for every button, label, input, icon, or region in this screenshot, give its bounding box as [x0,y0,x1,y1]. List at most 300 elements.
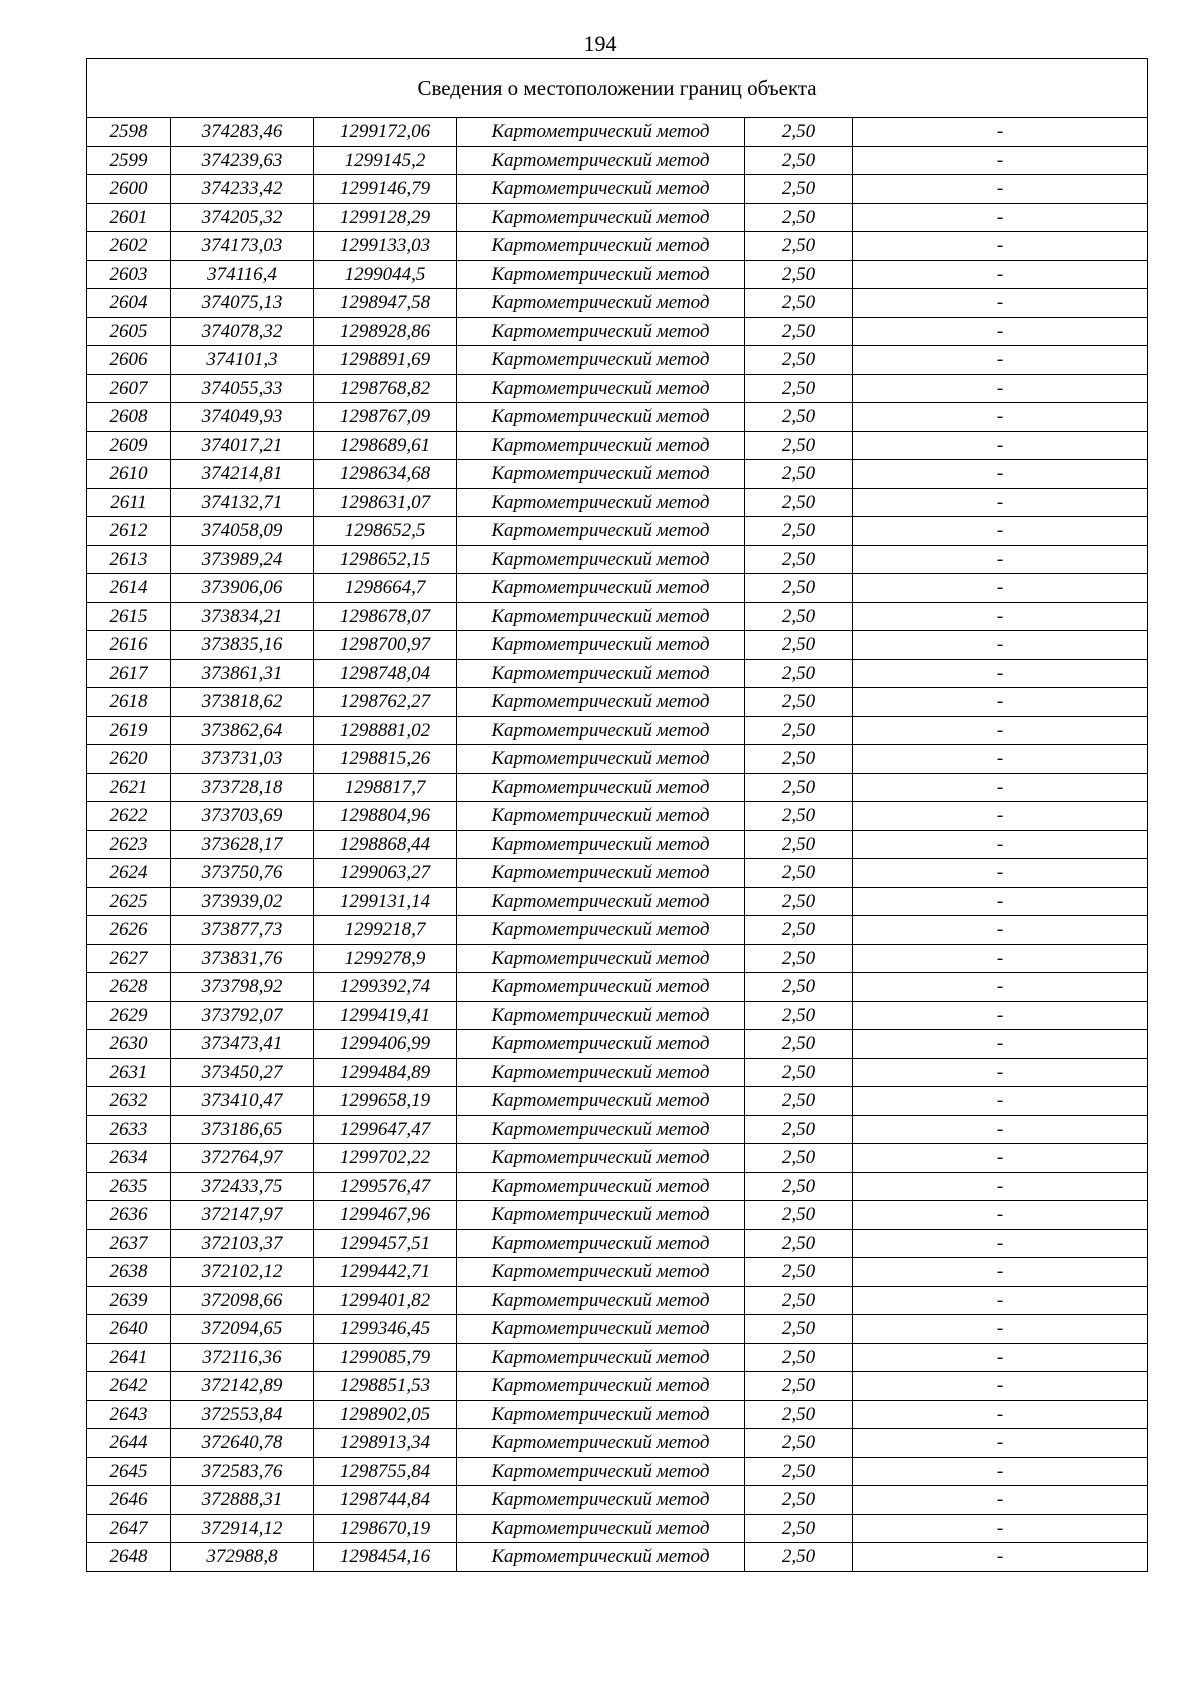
coordinate-x-cell: 372433,75 [171,1172,314,1201]
point-number-cell: 2634 [87,1144,171,1173]
table-row [87,1001,1148,1030]
point-number-cell: 2601 [87,203,171,232]
method-cell: Картометрический метод [457,859,745,888]
point-number-cell: 2600 [87,175,171,204]
point-number-cell: 2638 [87,1258,171,1287]
coordinate-y-cell: 1299131,14 [314,887,457,916]
note-cell: - [853,1001,1148,1030]
table-row [87,1030,1148,1059]
method-cell: Картометрический метод [457,1258,745,1287]
coordinate-x-cell: 372553,84 [171,1400,314,1429]
coordinate-x-cell: 374075,13 [171,289,314,318]
precision-cell: 2,50 [745,146,853,175]
note-cell: - [853,175,1148,204]
coordinate-x-cell: 373939,02 [171,887,314,916]
table-row [87,716,1148,745]
point-number-cell: 2624 [87,859,171,888]
precision-cell: 2,50 [745,716,853,745]
table-row [87,1229,1148,1258]
note-cell: - [853,1058,1148,1087]
point-number-cell: 2606 [87,346,171,375]
method-cell: Картометрический метод [457,1001,745,1030]
coordinate-x-cell: 372583,76 [171,1457,314,1486]
coordinate-x-cell: 372640,78 [171,1429,314,1458]
note-cell: - [853,203,1148,232]
note-cell: - [853,1457,1148,1486]
precision-cell: 2,50 [745,916,853,945]
table-title-row [87,59,1148,118]
precision-cell: 2,50 [745,1543,853,1572]
point-number-cell: 2623 [87,830,171,859]
method-cell: Картометрический метод [457,289,745,318]
coordinate-x-cell: 372102,12 [171,1258,314,1287]
coordinate-y-cell: 1298815,26 [314,745,457,774]
point-number-cell: 2612 [87,517,171,546]
precision-cell: 2,50 [745,659,853,688]
method-cell: Картометрический метод [457,1286,745,1315]
note-cell: - [853,1514,1148,1543]
precision-cell: 2,50 [745,1372,853,1401]
table-row [87,1400,1148,1429]
point-number-cell: 2625 [87,887,171,916]
point-number-cell: 2622 [87,802,171,831]
precision-cell: 2,50 [745,289,853,318]
note-cell: - [853,1172,1148,1201]
note-cell: - [853,659,1148,688]
coordinate-x-cell: 373906,06 [171,574,314,603]
point-number-cell: 2627 [87,944,171,973]
method-cell: Картометрический метод [457,317,745,346]
coordinate-x-cell: 372142,89 [171,1372,314,1401]
coordinate-y-cell: 1299658,19 [314,1087,457,1116]
point-number-cell: 2621 [87,773,171,802]
method-cell: Картометрический метод [457,1030,745,1059]
precision-cell: 2,50 [745,830,853,859]
precision-cell: 2,50 [745,517,853,546]
table-row [87,289,1148,318]
coordinate-y-cell: 1298881,02 [314,716,457,745]
note-cell: - [853,1286,1148,1315]
note-cell: - [853,374,1148,403]
table-row [87,1343,1148,1372]
point-number-cell: 2607 [87,374,171,403]
precision-cell: 2,50 [745,1486,853,1515]
coordinate-y-cell: 1298744,84 [314,1486,457,1515]
table-row [87,403,1148,432]
coordinate-x-cell: 373473,41 [171,1030,314,1059]
table-row [87,574,1148,603]
precision-cell: 2,50 [745,1030,853,1059]
precision-cell: 2,50 [745,745,853,774]
note-cell: - [853,1087,1148,1116]
coordinate-y-cell: 1299419,41 [314,1001,457,1030]
note-cell: - [853,460,1148,489]
point-number-cell: 2602 [87,232,171,261]
coordinate-y-cell: 1299146,79 [314,175,457,204]
precision-cell: 2,50 [745,118,853,147]
method-cell: Картометрический метод [457,631,745,660]
precision-cell: 2,50 [745,232,853,261]
coordinate-y-cell: 1298670,19 [314,1514,457,1543]
point-number-cell: 2598 [87,118,171,147]
coordinate-y-cell: 1298634,68 [314,460,457,489]
point-number-cell: 2629 [87,1001,171,1030]
precision-cell: 2,50 [745,203,853,232]
precision-cell: 2,50 [745,403,853,432]
method-cell: Картометрический метод [457,488,745,517]
precision-cell: 2,50 [745,175,853,204]
method-cell: Картометрический метод [457,1514,745,1543]
method-cell: Картометрический метод [457,1315,745,1344]
coordinate-y-cell: 1299442,71 [314,1258,457,1287]
coordinate-y-cell: 1299576,47 [314,1172,457,1201]
note-cell: - [853,346,1148,375]
table-row [87,859,1148,888]
table-row [87,1315,1148,1344]
method-cell: Картометрический метод [457,146,745,175]
coordinate-y-cell: 1298851,53 [314,1372,457,1401]
coordinate-x-cell: 373703,69 [171,802,314,831]
precision-cell: 2,50 [745,346,853,375]
method-cell: Картометрический метод [457,1172,745,1201]
point-number-cell: 2648 [87,1543,171,1572]
note-cell: - [853,1543,1148,1572]
note-cell: - [853,688,1148,717]
coordinate-x-cell: 373750,76 [171,859,314,888]
point-number-cell: 2604 [87,289,171,318]
coordinate-x-cell: 373628,17 [171,830,314,859]
table-row [87,260,1148,289]
note-cell: - [853,1030,1148,1059]
point-number-cell: 2631 [87,1058,171,1087]
table-row [87,1172,1148,1201]
coordinate-x-cell: 373728,18 [171,773,314,802]
point-number-cell: 2615 [87,602,171,631]
point-number-cell: 2632 [87,1087,171,1116]
point-number-cell: 2633 [87,1115,171,1144]
table-row [87,431,1148,460]
method-cell: Картометрический метод [457,745,745,774]
coordinate-x-cell: 374173,03 [171,232,314,261]
point-number-cell: 2636 [87,1201,171,1230]
coordinate-y-cell: 1299647,47 [314,1115,457,1144]
table-row [87,631,1148,660]
note-cell: - [853,1343,1148,1372]
table-row [87,1457,1148,1486]
table-row [87,374,1148,403]
coordinate-y-cell: 1298767,09 [314,403,457,432]
precision-cell: 2,50 [745,1201,853,1230]
coordinate-y-cell: 1298748,04 [314,659,457,688]
method-cell: Картометрический метод [457,659,745,688]
coordinate-y-cell: 1299218,7 [314,916,457,945]
coordinate-x-cell: 372914,12 [171,1514,314,1543]
table-row [87,1372,1148,1401]
coordinate-x-cell: 372888,31 [171,1486,314,1515]
method-cell: Картометрический метод [457,1201,745,1230]
table-title: Сведения о местоположении границ объекта [87,59,1148,118]
coordinate-x-cell: 373792,07 [171,1001,314,1030]
coordinate-x-cell: 374205,32 [171,203,314,232]
note-cell: - [853,118,1148,147]
coordinate-y-cell: 1299278,9 [314,944,457,973]
method-cell: Картометрический метод [457,887,745,916]
coordinate-y-cell: 1299467,96 [314,1201,457,1230]
precision-cell: 2,50 [745,688,853,717]
method-cell: Картометрический метод [457,175,745,204]
note-cell: - [853,1144,1148,1173]
coordinate-y-cell: 1299392,74 [314,973,457,1002]
table-row [87,773,1148,802]
note-cell: - [853,317,1148,346]
precision-cell: 2,50 [745,1343,853,1372]
method-cell: Картометрический метод [457,716,745,745]
note-cell: - [853,1201,1148,1230]
coordinate-y-cell: 1298913,34 [314,1429,457,1458]
table-row [87,1087,1148,1116]
coordinate-y-cell: 1299044,5 [314,260,457,289]
coordinate-y-cell: 1299085,79 [314,1343,457,1372]
table-row [87,146,1148,175]
point-number-cell: 2617 [87,659,171,688]
coordinate-y-cell: 1298868,44 [314,830,457,859]
precision-cell: 2,50 [745,1144,853,1173]
coordinate-y-cell: 1298804,96 [314,802,457,831]
coordinate-y-cell: 1299172,06 [314,118,457,147]
note-cell: - [853,773,1148,802]
coordinate-y-cell: 1298631,07 [314,488,457,517]
coordinate-x-cell: 372094,65 [171,1315,314,1344]
point-number-cell: 2616 [87,631,171,660]
coordinate-x-cell: 374239,63 [171,146,314,175]
method-cell: Картометрический метод [457,1543,745,1572]
precision-cell: 2,50 [745,1315,853,1344]
table-row [87,688,1148,717]
coordinate-y-cell: 1298678,07 [314,602,457,631]
table-row [87,118,1148,147]
table-row [87,802,1148,831]
coordinate-x-cell: 372764,97 [171,1144,314,1173]
note-cell: - [853,488,1148,517]
coordinate-y-cell: 1298768,82 [314,374,457,403]
table-row [87,203,1148,232]
note-cell: - [853,574,1148,603]
coordinate-y-cell: 1298652,5 [314,517,457,546]
table-row [87,1115,1148,1144]
point-number-cell: 2613 [87,545,171,574]
table-row [87,916,1148,945]
method-cell: Картометрический метод [457,830,745,859]
coordinate-y-cell: 1299401,82 [314,1286,457,1315]
method-cell: Картометрический метод [457,973,745,1002]
precision-cell: 2,50 [745,973,853,1002]
note-cell: - [853,887,1148,916]
note-cell: - [853,1315,1148,1344]
point-number-cell: 2645 [87,1457,171,1486]
coordinate-y-cell: 1299702,22 [314,1144,457,1173]
point-number-cell: 2608 [87,403,171,432]
note-cell: - [853,1429,1148,1458]
precision-cell: 2,50 [745,317,853,346]
coordinate-x-cell: 374078,32 [171,317,314,346]
coordinate-x-cell: 373410,47 [171,1087,314,1116]
note-cell: - [853,1115,1148,1144]
table-row [87,1286,1148,1315]
precision-cell: 2,50 [745,602,853,631]
note-cell: - [853,146,1148,175]
point-number-cell: 2603 [87,260,171,289]
coordinate-x-cell: 374233,42 [171,175,314,204]
coordinate-y-cell: 1298755,84 [314,1457,457,1486]
table-row [87,517,1148,546]
table-row [87,232,1148,261]
method-cell: Картометрический метод [457,118,745,147]
method-cell: Картометрический метод [457,1457,745,1486]
table-row [87,346,1148,375]
method-cell: Картометрический метод [457,1372,745,1401]
note-cell: - [853,1400,1148,1429]
table-row [87,602,1148,631]
method-cell: Картометрический метод [457,773,745,802]
point-number-cell: 2642 [87,1372,171,1401]
note-cell: - [853,289,1148,318]
coordinate-x-cell: 372116,36 [171,1343,314,1372]
coordinate-x-cell: 373186,65 [171,1115,314,1144]
note-cell: - [853,631,1148,660]
precision-cell: 2,50 [745,1400,853,1429]
precision-cell: 2,50 [745,802,853,831]
method-cell: Картометрический метод [457,1229,745,1258]
point-number-cell: 2630 [87,1030,171,1059]
precision-cell: 2,50 [745,1001,853,1030]
method-cell: Картометрический метод [457,574,745,603]
coordinate-x-cell: 372988,8 [171,1543,314,1572]
coordinate-y-cell: 1298947,58 [314,289,457,318]
point-number-cell: 2639 [87,1286,171,1315]
coordinate-x-cell: 374214,81 [171,460,314,489]
table-row [87,1543,1148,1572]
coordinate-x-cell: 373450,27 [171,1058,314,1087]
point-number-cell: 2614 [87,574,171,603]
point-number-cell: 2605 [87,317,171,346]
coordinate-x-cell: 374101,3 [171,346,314,375]
coordinate-x-cell: 374283,46 [171,118,314,147]
table-row [87,317,1148,346]
note-cell: - [853,916,1148,945]
coordinate-y-cell: 1299484,89 [314,1058,457,1087]
table-row [87,1144,1148,1173]
coordinate-x-cell: 373831,76 [171,944,314,973]
point-number-cell: 2640 [87,1315,171,1344]
precision-cell: 2,50 [745,631,853,660]
coordinate-x-cell: 373861,31 [171,659,314,688]
method-cell: Картометрический метод [457,517,745,546]
note-cell: - [853,403,1148,432]
table-row [87,944,1148,973]
coordinate-x-cell: 374132,71 [171,488,314,517]
precision-cell: 2,50 [745,773,853,802]
precision-cell: 2,50 [745,431,853,460]
coordinate-x-cell: 374116,4 [171,260,314,289]
note-cell: - [853,716,1148,745]
method-cell: Картометрический метод [457,1400,745,1429]
precision-cell: 2,50 [745,1258,853,1287]
method-cell: Картометрический метод [457,1343,745,1372]
point-number-cell: 2641 [87,1343,171,1372]
method-cell: Картометрический метод [457,346,745,375]
coordinate-x-cell: 374058,09 [171,517,314,546]
table-row [87,1514,1148,1543]
precision-cell: 2,50 [745,545,853,574]
coordinate-x-cell: 373835,16 [171,631,314,660]
point-number-cell: 2618 [87,688,171,717]
method-cell: Картометрический метод [457,374,745,403]
point-number-cell: 2647 [87,1514,171,1543]
point-number-cell: 2637 [87,1229,171,1258]
method-cell: Картометрический метод [457,203,745,232]
table-row [87,1201,1148,1230]
note-cell: - [853,1486,1148,1515]
precision-cell: 2,50 [745,944,853,973]
method-cell: Картометрический метод [457,1115,745,1144]
point-number-cell: 2599 [87,146,171,175]
table-row [87,887,1148,916]
point-number-cell: 2619 [87,716,171,745]
table-row [87,460,1148,489]
coordinate-y-cell: 1298700,97 [314,631,457,660]
precision-cell: 2,50 [745,460,853,489]
table-row [87,1258,1148,1287]
method-cell: Картометрический метод [457,944,745,973]
point-number-cell: 2646 [87,1486,171,1515]
coordinate-y-cell: 1298891,69 [314,346,457,375]
note-cell: - [853,944,1148,973]
table-row [87,659,1148,688]
point-number-cell: 2620 [87,745,171,774]
point-number-cell: 2610 [87,460,171,489]
method-cell: Картометрический метод [457,1058,745,1087]
precision-cell: 2,50 [745,1514,853,1543]
coordinate-y-cell: 1298817,7 [314,773,457,802]
precision-cell: 2,50 [745,488,853,517]
coordinate-y-cell: 1299346,45 [314,1315,457,1344]
coordinate-x-cell: 373731,03 [171,745,314,774]
method-cell: Картометрический метод [457,1144,745,1173]
boundary-coordinates-table [86,58,1148,1572]
table-row [87,830,1148,859]
coordinate-x-cell: 372147,97 [171,1201,314,1230]
method-cell: Картометрический метод [457,545,745,574]
coordinate-x-cell: 374055,33 [171,374,314,403]
method-cell: Картометрический метод [457,688,745,717]
table-row [87,545,1148,574]
coordinate-y-cell: 1299063,27 [314,859,457,888]
precision-cell: 2,50 [745,859,853,888]
note-cell: - [853,1229,1148,1258]
page-number: 194 [583,31,617,56]
note-cell: - [853,431,1148,460]
precision-cell: 2,50 [745,374,853,403]
note-cell: - [853,802,1148,831]
precision-cell: 2,50 [745,1172,853,1201]
precision-cell: 2,50 [745,1429,853,1458]
method-cell: Картометрический метод [457,1429,745,1458]
point-number-cell: 2626 [87,916,171,945]
method-cell: Картометрический метод [457,232,745,261]
method-cell: Картометрический метод [457,802,745,831]
precision-cell: 2,50 [745,1087,853,1116]
table-row [87,1058,1148,1087]
